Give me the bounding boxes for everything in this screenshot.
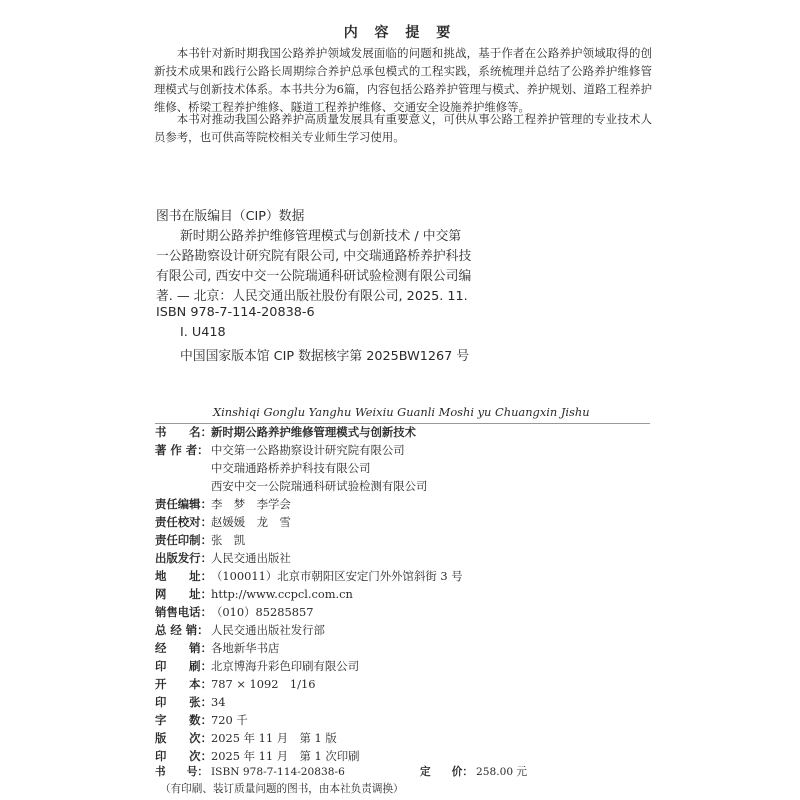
- cip-record-number: 中国国家版本馆 CIP 数据核字第 2025BW1267 号: [180, 349, 470, 364]
- info-label: 书 号：: [155, 766, 208, 778]
- info-label: 销售电话：: [155, 605, 212, 619]
- info-label: 责任印制：: [155, 533, 212, 547]
- info-value: http://www.ccpcl.com.cn: [211, 587, 353, 601]
- info-value: 新时期公路养护维修管理模式与创新技术: [211, 425, 417, 439]
- info-value: 各地新华书店: [211, 641, 280, 655]
- info-value: 787 × 1092 1/16: [211, 677, 316, 691]
- info-label: 版 次：: [155, 731, 212, 745]
- info-value: 中交第一公路勘察设计研究院有限公司: [211, 443, 405, 457]
- info-value: 赵媛媛 龙 雪: [211, 515, 291, 529]
- info-label: 印 张：: [155, 695, 212, 709]
- info-label: 印 次：: [155, 749, 212, 763]
- info-value: 720 千: [211, 713, 248, 727]
- info-value: 西安中交一公院瑞通科研试验检测有限公司: [211, 479, 428, 493]
- info-value: ISBN 978-7-114-20838-6: [211, 766, 345, 778]
- info-row-sales-phone: [155, 604, 314, 623]
- summary-paragraph-2: 本书对推动我国公路养护高质量发展具有重要意义，可供从事公路工程养护管理的专业技术人员参考，也可供高等院校相关专业师生学习使用。: [154, 112, 652, 144]
- info-value: 人民交通出版社: [211, 551, 291, 565]
- info-label: 开 本：: [155, 677, 212, 691]
- info-row-word-count: [155, 712, 248, 731]
- info-label: 定 价：: [420, 766, 473, 778]
- info-label: 责任校对：: [155, 515, 212, 529]
- book-title-pinyin: Xinshiqi Gonglu Yanghu Weixiu Guanli Moshi yu Chuangxin Jishu: [213, 405, 590, 419]
- info-label: 地 址：: [155, 569, 212, 583]
- info-label: 总 经 销：: [155, 623, 209, 637]
- info-row-sheets: [155, 694, 226, 713]
- info-label: 著 作 者：: [155, 443, 209, 457]
- info-value: 258.00 元: [476, 766, 528, 778]
- info-value: 人民交通出版社发行部: [211, 623, 325, 637]
- info-row-title: [155, 424, 416, 443]
- info-value: （100011）北京市朝阳区安定门外外馆斜街 3 号: [211, 569, 463, 583]
- info-label: 经 销：: [155, 641, 212, 655]
- info-row-proofreader: [155, 514, 291, 533]
- info-label: 书 名：: [155, 425, 212, 439]
- info-value: 李 梦 李学会: [211, 497, 291, 511]
- info-row-price: [420, 764, 527, 783]
- info-label: 责任编辑：: [155, 497, 212, 511]
- info-label: 网 址：: [155, 587, 212, 601]
- cip-line: 有限公司, 西安中交一公院瑞通科研试验检测有限公司编: [156, 269, 472, 284]
- info-value: 中交瑞通路桥养护科技有限公司: [211, 461, 371, 475]
- cip-classification: Ⅰ. U418: [180, 325, 226, 340]
- summary-title: 内 容 提 要: [343, 25, 457, 41]
- info-row-edition: [155, 730, 337, 749]
- info-label: 字 数：: [155, 713, 212, 727]
- cip-line: 著. — 北京：人民交通出版社股份有限公司, 2025. 11.: [156, 289, 468, 304]
- info-row-address: [155, 568, 463, 587]
- info-row-author: [155, 460, 370, 479]
- info-row-print-supervisor: [155, 532, 245, 551]
- info-row-author: [155, 478, 427, 497]
- info-row-format: [155, 676, 316, 695]
- info-value: 北京博海升彩色印刷有限公司: [211, 659, 360, 673]
- cip-heading: 图书在版编目（CIP）数据: [156, 209, 305, 224]
- summary-paragraph-1: 本书针对新时期我国公路养护领域发展面临的问题和挑战，基于作者在公路养护领域取得的创新技术成果和践行公路长周期综合养护总承包模式的工程实践，系统梳理并总结了公路养护维修管理模式与创新技术体系。本书共分为6篇，内容包括公路养护管理与模式、养护规划、道路工程养护维修、桥梁工程养护维修、隧道工程养护维修、交通安全设施养护维修等。: [154, 46, 652, 114]
- info-row-distributor: [155, 640, 279, 659]
- info-row-publisher: [155, 550, 291, 569]
- info-value: 2025 年 11 月 第 1 次印刷: [211, 749, 360, 763]
- info-value: 2025 年 11 月 第 1 版: [211, 731, 337, 745]
- info-row-general-distributor: [155, 622, 325, 641]
- info-row-author: [155, 442, 405, 461]
- cip-isbn: ISBN 978-7-114-20838-6: [156, 305, 315, 320]
- quality-note: （有印刷、装订质量问题的图书，由本社负责调换）: [160, 783, 404, 795]
- info-row-editor: [155, 496, 291, 515]
- info-value: 34: [211, 695, 226, 709]
- cip-line: 新时期公路养护维修管理模式与创新技术 / 中交第: [180, 229, 462, 244]
- info-label: 出版发行：: [155, 551, 212, 565]
- cip-line: 一公路勘察设计研究院有限公司, 中交瑞通路桥养护科技: [156, 249, 472, 264]
- info-row-printer: [155, 658, 359, 677]
- info-label: 印 刷：: [155, 659, 212, 673]
- info-value: 张 凯: [211, 533, 246, 547]
- info-row-website: [155, 586, 353, 605]
- info-value: （010）85285857: [211, 605, 314, 619]
